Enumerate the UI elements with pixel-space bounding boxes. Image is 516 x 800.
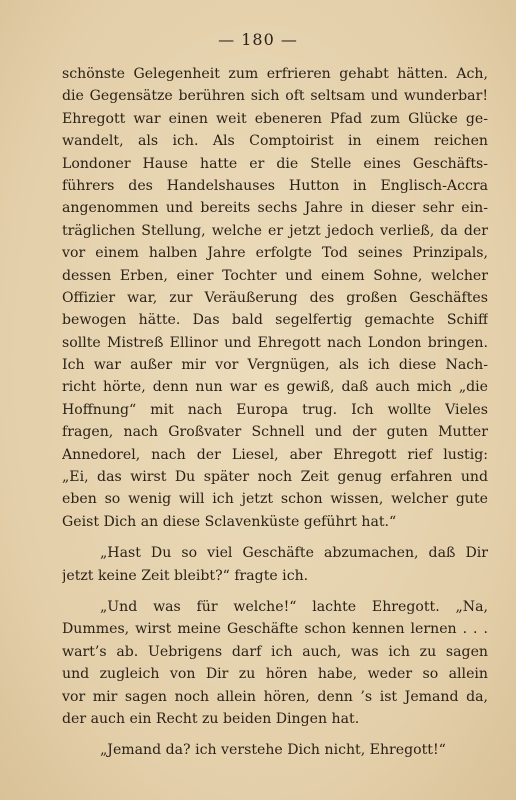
text-line: Ehregott war einen weit ebeneren Pfad zum Glücke ge-	[62, 110, 488, 127]
text-line: und zugleich von Dir zu hören habe, weder so allein	[62, 666, 488, 683]
text-line: Annedorel, nach der Liesel, aber Ehregott rief lustig:	[62, 446, 488, 463]
text-line: angenommen und bereits sechs Jahre in dieser sehr ein-	[62, 200, 488, 217]
text-line: fragen, nach Großvater Schnell und der guten Mutter	[62, 424, 488, 441]
text-line: eben so wenig will ich jetzt schon wissen, welcher gute	[62, 491, 488, 508]
text-line: richt hörte, denn nun war es gewiß, daß auch mich „die	[62, 379, 488, 396]
text-line: Hoffnung“ mit nach Europa trug. Ich wollte Vieles	[62, 401, 488, 418]
page-number: — 180 —	[218, 30, 298, 49]
text-line: sollte Mistreß Ellinor und Ehregott nach London bringen.	[62, 334, 488, 351]
body-text	[62, 63, 488, 762]
paragraph	[62, 63, 488, 533]
text-line: Ich war außer mir vor Vergnügen, als ich diese Nach-	[62, 357, 488, 374]
text-line: wandelt, als ich. Als Comptoirist in einem reichen	[62, 133, 488, 150]
text-line: Offizier war, zur Veräußerung des großen Geschäftes	[62, 289, 488, 306]
text-line: „Hast Du so viel Geschäfte abzumachen, daß Dir	[100, 545, 488, 562]
text-line: dessen Erben, einer Tochter und einem Sohne, welcher	[62, 267, 488, 284]
paragraph	[62, 596, 488, 730]
paragraph	[62, 739, 488, 761]
text-line: der auch ein Recht zu beiden Dingen hat.	[62, 710, 360, 727]
text-line: „Ei, das wirst Du später noch Zeit genug erfahren und	[62, 469, 488, 486]
text-line: bewogen hätte. Das bald segelfertig gemachte Schiff	[62, 312, 488, 329]
text-line: führers des Handelshauses Hutton in Englisch-Accra	[62, 177, 488, 194]
text-line: wart’s ab. Uebrigens darf ich auch, was ich zu sagen	[62, 643, 488, 660]
text-line: vor mir sagen noch allein hören, denn ’s ist Jemand da,	[62, 688, 488, 705]
text-line: die Gegensätze berühren sich oft seltsam und wunderbar!	[62, 88, 488, 105]
text-line: „Und was für welche!“ lachte Ehregott. „Na,	[100, 598, 488, 615]
paragraph	[62, 542, 488, 587]
text-line: „Jemand da? ich verstehe Dich nicht, Ehregott!“	[100, 742, 446, 759]
text-line: Dummes, wirst meine Geschäfte schon kennen lernen . . .	[62, 621, 488, 638]
text-line: jetzt keine Zeit bleibt?“ fragte ich.	[62, 567, 309, 584]
text-line: schönste Gelegenheit zum erfrieren gehabt hätten. Ach,	[62, 66, 488, 82]
text-line: Londoner Hause hatte er die Stelle eines Geschäfts-	[62, 155, 488, 172]
text-line: träglichen Stellung, welche er jetzt jedoch verließ, da der	[62, 222, 488, 239]
text-line: Geist Dich an diese Sclavenküste geführt hat.“	[62, 513, 397, 530]
text-line: vor einem halben Jahre erfolgte Tod seines Prinzipals,	[62, 245, 488, 262]
